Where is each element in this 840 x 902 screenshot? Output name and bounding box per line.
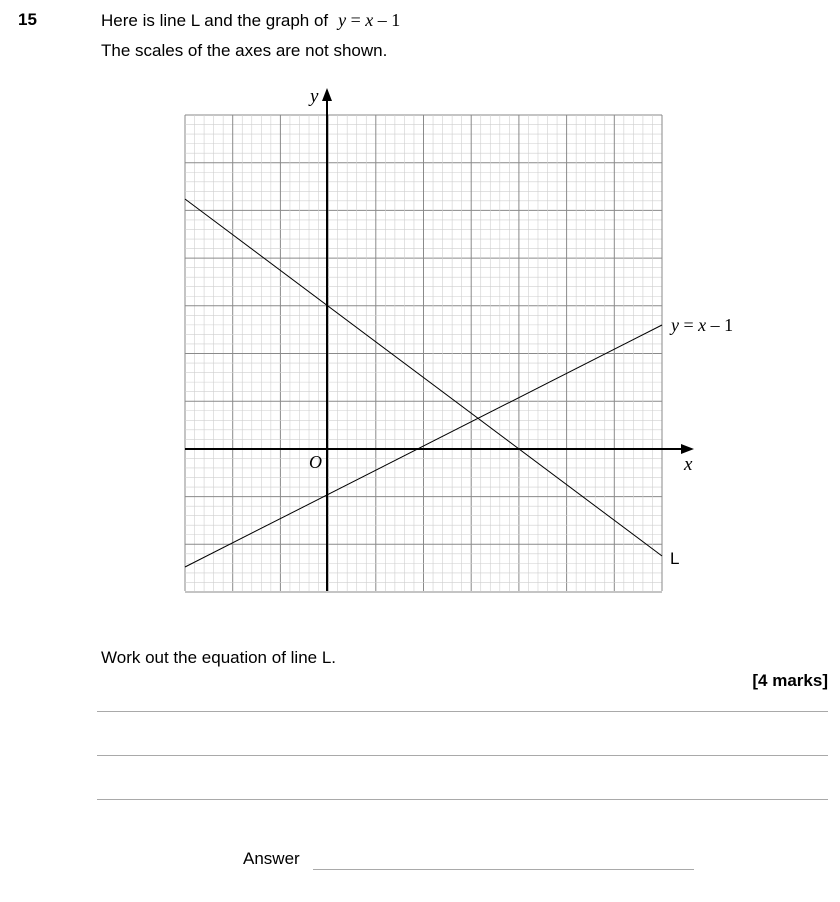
intro-text: Here is line L and the graph of [101, 11, 329, 30]
working-line-3 [97, 799, 828, 800]
instruction: Work out the equation of line L. [101, 648, 337, 667]
x-axis-arrow [681, 444, 694, 454]
intro-equation: y = x – 1 [338, 10, 401, 30]
answer-line[interactable] [313, 869, 694, 870]
y-axis-arrow [322, 88, 332, 101]
question-note: The scales of the axes are not shown. [101, 41, 388, 60]
working-line-1 [97, 711, 828, 712]
grid [185, 115, 662, 592]
answer-label: Answer [243, 849, 300, 868]
x-axis-label: x [684, 454, 693, 475]
origin-label: O [309, 452, 322, 472]
question-number: 15 [18, 10, 37, 29]
marks: [4 marks] [752, 671, 828, 690]
line-label-m: y = x – 1 [671, 315, 734, 335]
y-axis-label: y [310, 86, 319, 107]
line-label-l: L [670, 549, 680, 568]
working-line-2 [97, 755, 828, 756]
